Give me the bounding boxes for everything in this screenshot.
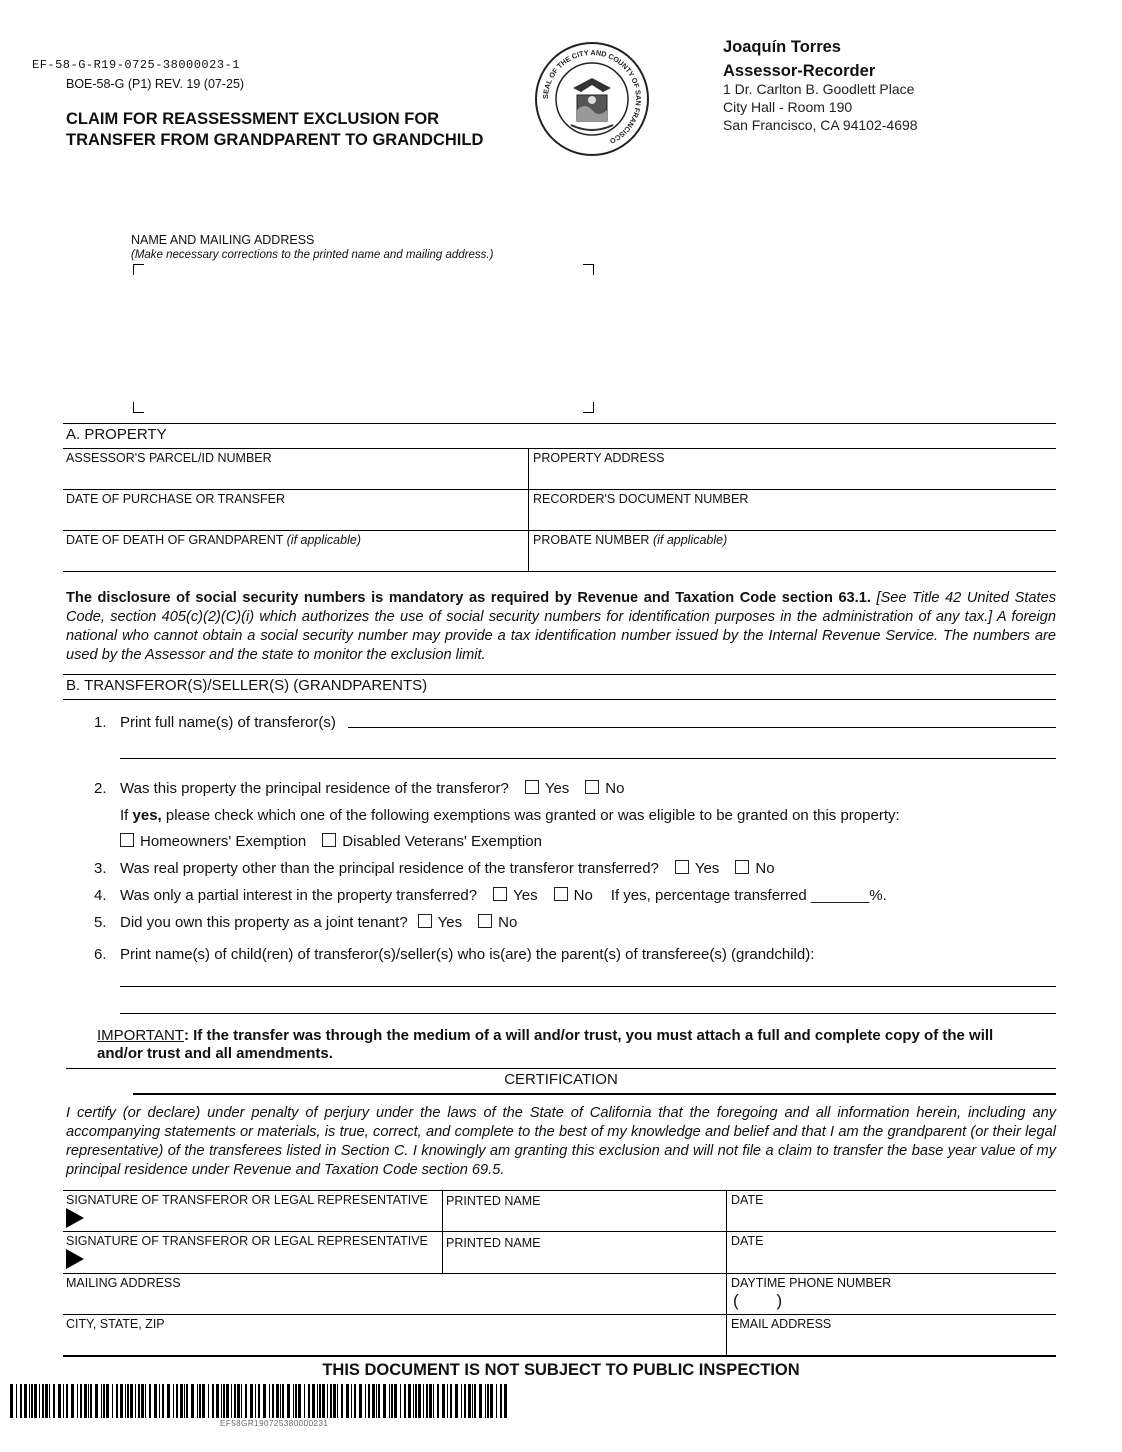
- barcode-bar: [447, 1384, 448, 1418]
- barcode-bar: [106, 1384, 109, 1418]
- certification-title: CERTIFICATION: [504, 1071, 618, 1088]
- rule: [63, 571, 1056, 572]
- barcode-bar: [258, 1384, 260, 1418]
- purchase-date-field[interactable]: DATE OF PURCHASE OR TRANSFER: [66, 492, 286, 506]
- rule: [63, 1355, 1056, 1357]
- veterans-checkbox[interactable]: [322, 833, 336, 847]
- sign-here-arrow-icon: [66, 1208, 84, 1228]
- barcode-bar: [372, 1384, 375, 1418]
- barcode-bar: [479, 1384, 482, 1418]
- barcode-bar: [197, 1384, 198, 1418]
- assessor-name: Joaquín Torres: [723, 38, 841, 56]
- barcode-bar: [450, 1384, 452, 1418]
- barcode: [10, 1384, 510, 1418]
- barcode-bar: [413, 1384, 414, 1418]
- barcode-bar: [39, 1384, 40, 1418]
- question-2: 2. Was this property the principal residence of the transferor? Yes No: [94, 780, 625, 797]
- certification-statement: I certify (or declare) under penalty of perjury under the laws of the State of California that the foregoing and all information herein, including any accompanying statements or materials, is true, correct, and complete to the best of my knowledge and belief and that I am the grandparent (or their legal representative) of the transferees listed in Section C. I knowingly am granting this exclusion and will not file a claim to transfer the base year value of my principal residence under Revenue and Taxation Code section 69.5.: [66, 1105, 1056, 1178]
- barcode-bar: [149, 1384, 151, 1418]
- parcel-number-field[interactable]: ASSESSOR'S PARCEL/ID NUMBER: [66, 451, 272, 465]
- barcode-bar: [418, 1384, 421, 1418]
- city-state-zip-field[interactable]: CITY, STATE, ZIP: [66, 1317, 165, 1331]
- barcode-bar: [120, 1384, 123, 1418]
- barcode-bar: [234, 1384, 236, 1418]
- barcode-bar: [20, 1384, 22, 1418]
- mailing-note: (Make necessary corrections to the printed name and mailing address.): [131, 249, 494, 261]
- rule: [63, 489, 1056, 490]
- barcode-bar: [330, 1384, 332, 1418]
- column-divider: [442, 1190, 443, 1273]
- q4-no-checkbox[interactable]: [554, 887, 568, 901]
- certification-top-rule: [66, 1068, 1056, 1069]
- barcode-bar: [116, 1384, 118, 1418]
- barcode-bar: [280, 1384, 281, 1418]
- barcode-bar: [138, 1384, 140, 1418]
- window-corner-bl: [133, 402, 144, 413]
- barcode-bar: [77, 1384, 78, 1418]
- section-b-top-rule: [63, 674, 1056, 675]
- date-2-field[interactable]: DATE: [731, 1234, 764, 1248]
- barcode-bar: [368, 1384, 370, 1418]
- barcode-bar: [208, 1384, 209, 1418]
- barcode-bar: [10, 1384, 13, 1418]
- barcode-text: EF58GR190725380000231: [220, 1419, 329, 1428]
- barcode-bar: [199, 1384, 201, 1418]
- barcode-bar: [255, 1384, 256, 1418]
- barcode-bar: [130, 1384, 133, 1418]
- barcode-bar: [154, 1384, 157, 1418]
- exemption-options: Homeowners' Exemption Disabled Veterans' Exemption: [110, 833, 542, 850]
- svg-text:SEAL OF THE CITY AND COUNTY OF: SEAL OF THE CITY AND COUNTY OF SAN FRANCISCO: [540, 47, 644, 146]
- barcode-bar: [226, 1384, 229, 1418]
- question-3: 3. Was real property other than the principal residence of the transferor transferred? Yes No: [94, 860, 775, 877]
- property-address-field[interactable]: PROPERTY ADDRESS: [533, 451, 665, 465]
- barcode-bar: [159, 1384, 160, 1418]
- barcode-bar: [408, 1384, 411, 1418]
- transferor-name-line-2[interactable]: [120, 758, 1056, 759]
- barcode-bar: [472, 1384, 473, 1418]
- barcode-bar: [378, 1384, 380, 1418]
- barcode-bar: [71, 1384, 74, 1418]
- form-title: CLAIM FOR REASSESSMENT EXCLUSION FOR TRANSFER FROM GRANDPARENT TO GRANDCHILD: [66, 110, 484, 149]
- q4-yes-checkbox[interactable]: [493, 887, 507, 901]
- assessor-title: Assessor-Recorder: [723, 62, 876, 80]
- window-corner-tl: [133, 264, 144, 275]
- question-4: 4. Was only a partial interest in the property transferred? Yes No If yes, percentage transferred _______%.: [94, 887, 887, 904]
- barcode-bar: [221, 1384, 222, 1418]
- rule: [63, 1273, 1056, 1274]
- phone-field[interactable]: DAYTIME PHONE NUMBER: [731, 1276, 892, 1290]
- barcode-bar: [29, 1384, 30, 1418]
- barcode-bar: [202, 1384, 205, 1418]
- signature-2-field[interactable]: SIGNATURE OF TRANSFEROR OR LEGAL REPRESENTATIVE: [66, 1234, 428, 1248]
- certification-rule: [133, 1093, 1056, 1095]
- barcode-bar: [500, 1384, 502, 1418]
- printed-name-2-field[interactable]: PRINTED NAME: [446, 1236, 541, 1250]
- death-date-field[interactable]: DATE OF DEATH OF GRANDPARENT (if applicable): [66, 533, 361, 547]
- mailing-address-field[interactable]: MAILING ADDRESS: [66, 1276, 181, 1290]
- form-id: EF-58-G-R19-0725-38000023-1: [32, 58, 240, 72]
- transferor-name-line-1[interactable]: [348, 727, 1056, 728]
- barcode-bar: [391, 1384, 393, 1418]
- barcode-bar: [474, 1384, 476, 1418]
- barcode-bar: [464, 1384, 466, 1418]
- barcode-bar: [186, 1384, 188, 1418]
- email-field[interactable]: EMAIL ADDRESS: [731, 1317, 832, 1331]
- barcode-bar: [272, 1384, 274, 1418]
- homeowners-checkbox[interactable]: [120, 833, 134, 847]
- window-corner-br: [583, 402, 594, 413]
- barcode-bar: [429, 1384, 432, 1418]
- barcode-bar: [49, 1384, 50, 1418]
- mailing-label: NAME AND MAILING ADDRESS: [131, 233, 315, 247]
- barcode-bar: [88, 1384, 89, 1418]
- barcode-bar: [162, 1384, 164, 1418]
- barcode-bar: [34, 1384, 37, 1418]
- q5-no-checkbox[interactable]: [478, 914, 492, 928]
- barcode-bar: [269, 1384, 270, 1418]
- barcode-bar: [276, 1384, 279, 1418]
- form-revision: BOE-58-G (P1) REV. 19 (07-25): [66, 77, 245, 91]
- ssn-disclosure: The disclosure of social security numbers is mandatory as required by Revenue and Taxation Code section 63.1. [See Title 42 United States Code, section 405(c)(2)(C)(i) which authorizes the use of social security numbers for identification purposes in the administration of any tax.] A foreign national who cannot obtain a social security number may provide a tax identification number issued by the Internal Revenue Service. The numbers are used by the Assessor and the state to monitor the exclusion limit.: [66, 590, 1056, 663]
- date-1-field[interactable]: DATE: [731, 1193, 764, 1207]
- q5-yes-checkbox[interactable]: [418, 914, 432, 928]
- barcode-bar: [304, 1384, 305, 1418]
- barcode-bar: [442, 1384, 445, 1418]
- barcode-bar: [231, 1384, 232, 1418]
- signature-1-field[interactable]: SIGNATURE OF TRANSFEROR OR LEGAL REPRESENTATIVE: [66, 1193, 428, 1207]
- barcode-bar: [31, 1384, 33, 1418]
- barcode-bar: [127, 1384, 129, 1418]
- barcode-bar: [112, 1384, 113, 1418]
- barcode-bar: [337, 1384, 338, 1418]
- barcode-bar: [308, 1384, 310, 1418]
- barcode-bar: [394, 1384, 397, 1418]
- barcode-bar: [312, 1384, 315, 1418]
- barcode-bar: [354, 1384, 356, 1418]
- assessor-address: 1 Dr. Carlton B. Goodlett Place City Hall - Room 190 San Francisco, CA 94102-4698: [723, 81, 918, 133]
- section-b-title: B. TRANSFEROR(S)/SELLER(S) (GRANDPARENTS): [66, 677, 428, 694]
- public-inspection-notice: THIS DOCUMENT IS NOT SUBJECT TO PUBLIC INSPECTION: [322, 1361, 800, 1379]
- barcode-bar: [341, 1384, 343, 1418]
- barcode-bar: [298, 1384, 301, 1418]
- column-divider: [726, 1190, 727, 1355]
- question-2-followup: If yes, please check which one of the following exemptions was granted or was eligible to be granted on this property:: [120, 807, 900, 824]
- q3-no-checkbox[interactable]: [735, 860, 749, 874]
- barcode-bar: [80, 1384, 82, 1418]
- barcode-bar: [145, 1384, 146, 1418]
- barcode-bar: [487, 1384, 489, 1418]
- barcode-bar: [327, 1384, 328, 1418]
- barcode-bar: [216, 1384, 219, 1418]
- percentage-transferred[interactable]: If yes, percentage transferred _______%.: [610, 887, 887, 904]
- barcode-bar: [415, 1384, 417, 1418]
- barcode-bar: [245, 1384, 247, 1418]
- question-5: 5. Did you own this property as a joint tenant? Yes No: [94, 914, 518, 931]
- barcode-bar: [423, 1384, 424, 1418]
- barcode-bar: [180, 1384, 183, 1418]
- barcode-bar: [53, 1384, 55, 1418]
- barcode-bar: [176, 1384, 178, 1418]
- barcode-bar: [404, 1384, 406, 1418]
- barcode-bar: [66, 1384, 68, 1418]
- barcode-bar: [389, 1384, 390, 1418]
- section-a-title: A. PROPERTY: [66, 426, 167, 443]
- barcode-bar: [346, 1384, 349, 1418]
- barcode-bar: [504, 1384, 507, 1418]
- q3-yes-checkbox[interactable]: [675, 860, 689, 874]
- barcode-bar: [490, 1384, 493, 1418]
- barcode-bar: [376, 1384, 377, 1418]
- important-notice: IMPORTANT: If the transfer was through the medium of a will and/or trust, you must attach a full and complete copy of the will and/or trust and all amendments.: [97, 1027, 994, 1062]
- barcode-bar: [322, 1384, 325, 1418]
- barcode-bar: [333, 1384, 336, 1418]
- rule: [63, 1314, 1056, 1315]
- barcode-bar: [433, 1384, 434, 1418]
- barcode-bar: [212, 1384, 214, 1418]
- child-name-line-2[interactable]: [120, 1013, 1056, 1014]
- barcode-bar: [24, 1384, 27, 1418]
- barcode-bar: [263, 1384, 266, 1418]
- barcode-bar: [455, 1384, 458, 1418]
- barcode-bar: [287, 1384, 290, 1418]
- barcode-bar: [400, 1384, 401, 1418]
- barcode-bar: [167, 1384, 170, 1418]
- barcode-bar: [293, 1384, 294, 1418]
- barcode-bar: [461, 1384, 462, 1418]
- barcode-bar: [351, 1384, 352, 1418]
- barcode-bar: [223, 1384, 225, 1418]
- assessor-block: [723, 35, 875, 83]
- child-name-line-1[interactable]: [120, 986, 1056, 987]
- barcode-bar: [101, 1384, 102, 1418]
- q2-no-checkbox[interactable]: [585, 780, 599, 794]
- barcode-bar: [58, 1384, 61, 1418]
- barcode-bar: [125, 1384, 126, 1418]
- barcode-bar: [42, 1384, 44, 1418]
- barcode-bar: [90, 1384, 92, 1418]
- barcode-bar: [359, 1384, 362, 1418]
- barcode-bar: [135, 1384, 136, 1418]
- rule: [63, 1231, 1056, 1232]
- barcode-bar: [468, 1384, 471, 1418]
- sign-here-arrow-icon: [66, 1249, 84, 1269]
- rule: [63, 699, 1056, 700]
- barcode-bar: [45, 1384, 48, 1418]
- barcode-bar: [191, 1384, 194, 1418]
- probate-number-field[interactable]: PROBATE NUMBER (if applicable): [533, 533, 728, 547]
- barcode-bar: [250, 1384, 253, 1418]
- barcode-bar: [173, 1384, 174, 1418]
- printed-name-1-field[interactable]: PRINTED NAME: [446, 1194, 541, 1208]
- barcode-bar: [84, 1384, 87, 1418]
- city-seal-logo: [533, 40, 651, 158]
- phone-area-code[interactable]: ( ): [733, 1291, 783, 1310]
- section-a-top-rule: [63, 423, 1056, 424]
- rule: [63, 448, 1056, 449]
- barcode-bar: [383, 1384, 386, 1418]
- barcode-bar: [365, 1384, 366, 1418]
- recorder-document-field[interactable]: RECORDER'S DOCUMENT NUMBER: [533, 492, 749, 506]
- barcode-bar: [317, 1384, 318, 1418]
- rule: [63, 530, 1056, 531]
- barcode-bar: [63, 1384, 64, 1418]
- rule: [63, 1190, 1056, 1191]
- barcode-bar: [241, 1384, 242, 1418]
- window-corner-tr: [583, 264, 594, 275]
- barcode-bar: [103, 1384, 105, 1418]
- barcode-bar: [141, 1384, 144, 1418]
- barcode-bar: [295, 1384, 297, 1418]
- barcode-bar: [184, 1384, 185, 1418]
- column-divider: [528, 448, 529, 571]
- question-6: 6. Print name(s) of child(ren) of transferor(s)/seller(s) who is(are) the parent(s) of transferee(s) (grandchild):: [94, 946, 815, 963]
- barcode-bar: [282, 1384, 284, 1418]
- q2-yes-checkbox[interactable]: [525, 780, 539, 794]
- barcode-bar: [426, 1384, 428, 1418]
- question-1: 1. Print full name(s) of transferor(s): [94, 714, 336, 731]
- barcode-bar: [319, 1384, 321, 1418]
- barcode-bar: [496, 1384, 497, 1418]
- barcode-bar: [237, 1384, 240, 1418]
- barcode-bar: [16, 1384, 17, 1418]
- barcode-bar: [485, 1384, 486, 1418]
- barcode-bar: [95, 1384, 98, 1418]
- barcode-bar: [437, 1384, 439, 1418]
